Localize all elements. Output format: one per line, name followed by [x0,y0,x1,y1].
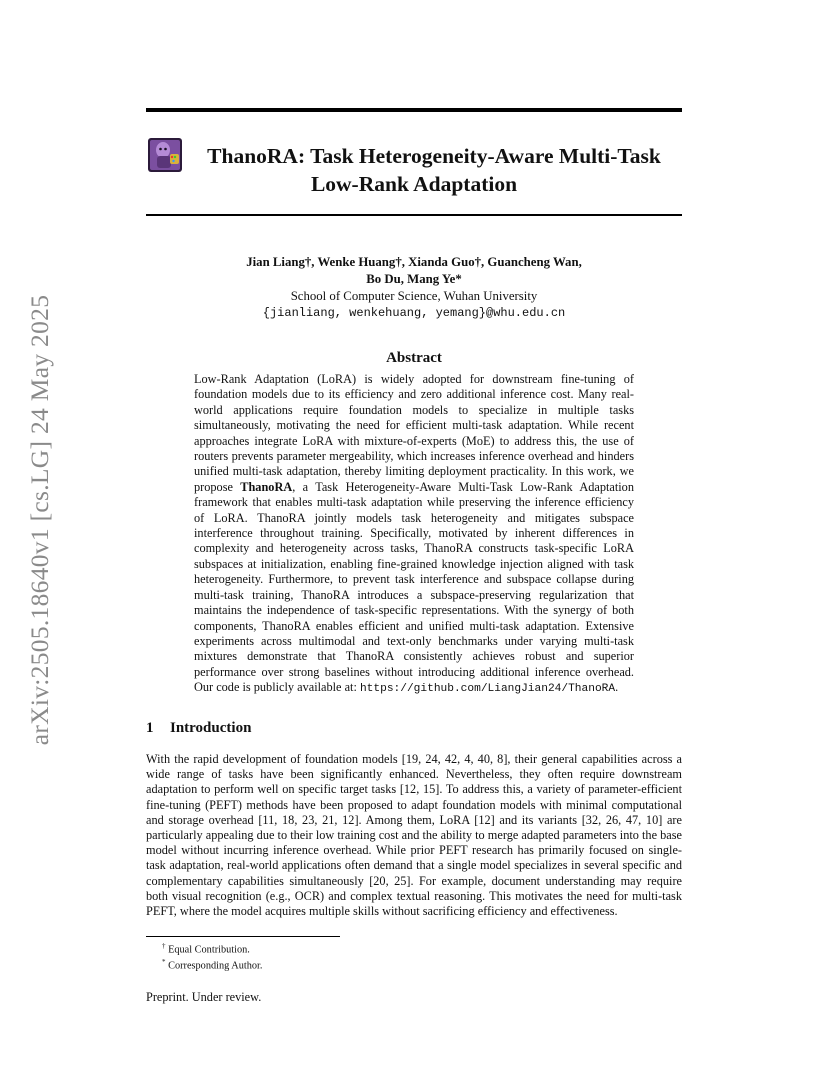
title-line-1: ThanoRA: Task Heterogeneity-Aware Multi-Task [207,144,661,168]
author-emails: {jianliang, wenkehuang, yemang}@whu.edu.cn [262,306,566,320]
abstract-body [194,372,634,698]
paper-title [146,142,682,198]
title-line-2: Low-Rank Adaptation [310,172,518,196]
affiliation: School of Computer Science, Wuhan University [290,289,538,303]
footnote-equal-text: Equal Contribution. [165,944,250,956]
section-number: 1 [146,720,154,736]
author-block [146,254,682,322]
section-heading-introduction [146,720,251,737]
author-names-line-1: Jian Liang†, Wenke Huang†, Xianda Guo†, Guancheng Wan, [246,255,582,269]
abstract-method-name: ThanoRA [240,479,293,494]
title-top-rule [146,108,682,112]
abstract-text-1: Low-Rank Adaptation (LoRA) is widely adopted for downstream fine-tuning of foundation models due to its efficiency and zero additional inference cost. Many real-world applications require foundation models to specialize in multiple tasks simultaneously, motivating the need for efficient multi-task adaptation. While recent approaches integrate LoRA with mixture-of-experts (MoE) to address this, the use of routers prevents parameter mergeability, which increases inference overhead and hinders unified multi-task adaptation, thereby limiting deployment practicality. In this work, we propose [194,372,634,494]
footnotes [162,940,262,973]
footnote-rule [146,936,340,937]
abstract-heading: Abstract [386,350,442,366]
code-link[interactable]: https://github.com/LiangJian24/ThanoRA [359,683,616,696]
footnote-corresponding [162,956,262,972]
arxiv-stamp-text: arXiv:2505.18640v1 [cs.LG] 24 May 2025 [25,294,54,746]
preprint-notice: Preprint. Under review. [146,990,262,1004]
asterisk-mark: * [162,958,166,967]
author-names-line-2: Bo Du, Mang Ye* [366,272,462,286]
title-bottom-rule [146,214,682,216]
section-title: Introduction [170,720,252,736]
introduction-paragraph: With the rapid development of foundation models [19, 24, 42, 4, 40, 8], their general capabilities across a wide range of tasks have been significantly enhanced. Nevertheless, they often require downstream adaptation to perform well on specific target tasks [12, 15]. To address this, a variety of parameter-efficient fine-tuning (PEFT) methods have been proposed to adapt foundation models with minimal computational and storage overhead [11, 18, 23, 21, 12]. Among them, LoRA [12] and its variants [32, 26, 47, 10] are particularly appealing due to their low training cost and the ability to merge adapted parameters into the base model without incurring inference overhead. While prior PEFT research has primarily focused on single-task adaptation, real-world applications often demand that a single model specializes in several specific and complementary capabilities simultaneously [20, 25]. For example, document understanding may require both visual recognition (e.g., OCR) and complex textual reasoning. This motivates the need for multi-task PEFT, where the model acquires multiple skills without sacrificing efficiency and effectiveness. [146,752,682,919]
dagger-mark: † [162,942,166,950]
footnote-equal-contribution [162,940,262,956]
abstract-text-2: , a Task Heterogeneity-Aware Multi-Task Low-Rank Adaptation framework that enables multi-task adaptation while preserving the inference efficiency of LoRA. ThanoRA jointly models task heterogeneity and mitigates subspace interference throughout training. Specifically, motivated by inherent differences in complexity and heterogeneity across tasks, ThanoRA constructs task-specific LoRA subspaces at initialization, enabling fine-grained knowledge injection aligned with task heterogeneity. Furthermore, to prevent task interference and subspace collapse during multi-task training, ThanoRA introduces a subspace-preserving regularization that maintains the independence of task-specific representations. With the synergy of both components, ThanoRA enables efficient and unified multi-task adaptation. Extensive experiments across multimodal and text-only benchmarks under varying multi-task mixtures demonstrate that ThanoRA consistently achieves robust and superior performance over strong baselines without introducing additional inference overhead. Our code is publicly available at: [194,479,634,695]
title-block [146,136,682,198]
abstract-end: . [615,680,619,695]
footnote-corr-text: Corresponding Author. [165,960,263,972]
